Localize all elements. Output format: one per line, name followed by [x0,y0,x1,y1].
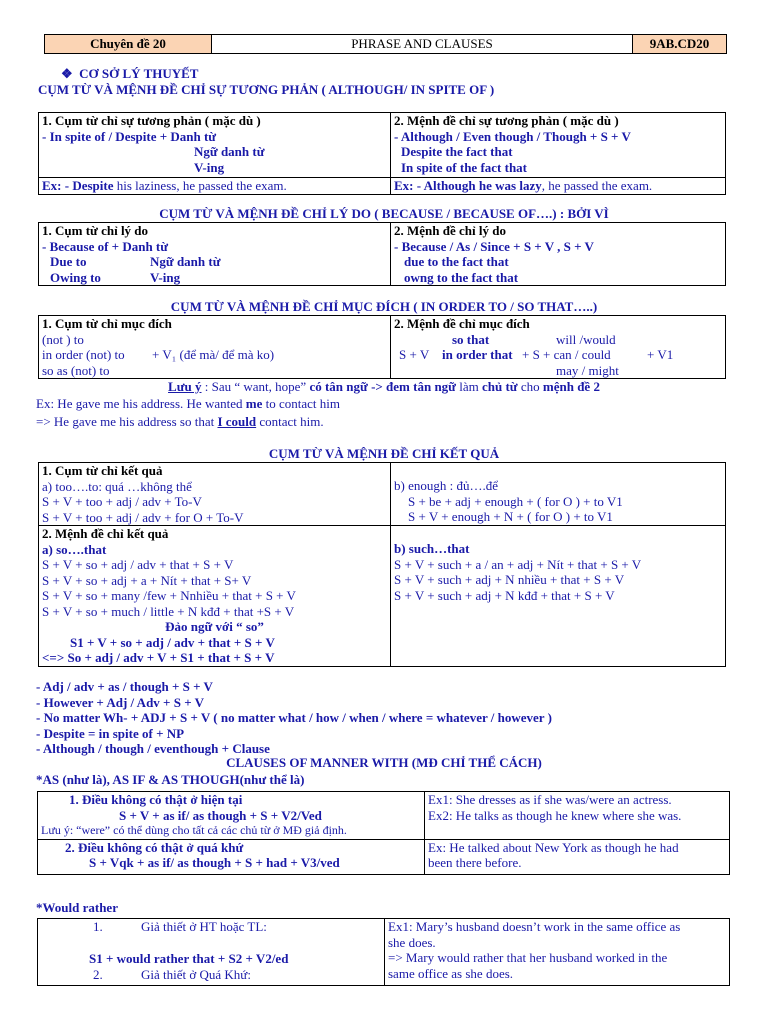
code-cell: 9AB.CD20 [633,35,727,54]
theory-heading-text: CƠ SỞ LÝ THUYẾT [79,66,199,81]
reason-form: Ngữ danh từ [150,254,221,269]
purpose-note [0,379,768,395]
result-line: S + V + so + many /few + Nnhiều + that + S + V [42,588,296,603]
manner-heading: 2. Điều không có thật ở quá khứ [65,839,244,855]
result-line: a) so….that [42,541,107,557]
manner-heading: 1. Điều không có thật ở hiện tại [69,792,243,807]
list-item: - Despite = in spite of + NP [36,725,185,741]
would-rather-table [37,918,730,986]
result-line: <=> So + adj / adv + V + S1 + that + S + V [42,650,275,665]
rule-list [36,679,552,757]
purpose-left-line [42,347,387,363]
purpose-example-1 [36,396,340,412]
purpose-left-line: so as (not) to [42,362,110,378]
item-text: Giả thiết ở Quá Khứ: [141,966,251,982]
manner-example: been there before. [428,855,522,870]
reason-left-line [42,270,387,286]
result-line: a) too….to: quá …không thể [42,478,192,494]
would-rather-example: same office as she does. [388,965,514,981]
reason-form: V-ing [150,269,181,285]
note-text: có tân ngữ -> đem tân ngữ [309,379,456,394]
reason-left-line: - Because of + Danh từ [42,238,169,254]
reason-connector: Due to [50,254,87,269]
purpose-connector: so that [452,331,490,347]
would-rather-example: Ex1: Mary’s husband doesn’t work in the same office as [388,919,681,934]
result-left-heading: 2. Mệnh đề chỉ kết quả [42,526,169,541]
example-text: contact him. [256,414,324,429]
page-title: PHRASE AND CLAUSES [351,36,493,51]
would-rather-right [385,919,730,986]
manner-note: Lưu ý: “were” có thể dùng cho tất cả các chủ từ ở MĐ giả định. [41,823,347,837]
manner-r1-left [38,792,425,840]
result-line: S + V + too + adj / adv + To-V [42,494,202,509]
result-line: S + V + such + adj + N kđđ + that + S + V [394,587,615,603]
list-item: - However + Adj / Adv + S + V [36,694,205,710]
reason-right-line: due to the fact that [404,254,509,269]
bullet-icon: ❖ [61,66,73,81]
title-cell [212,35,633,54]
manner-example: Ex2: He talks as though he knew where she was. [428,807,682,823]
manner-r2-right [425,839,730,874]
reason-right-line: owng to the fact that [404,269,519,285]
header-table [44,34,727,54]
purpose-right-cell [391,316,726,379]
note-text: mệnh đề 2 [542,379,600,394]
purpose-table [38,315,726,379]
result-phrase-right [391,463,726,526]
purpose-title: CỤM TỪ VÀ MỆNH ĐỀ CHỈ MỤC ĐÍCH ( IN ORDER TO / SO THAT…..) [170,299,598,314]
manner-title: CLAUSES OF MANNER WITH (MĐ CHỈ THỂ CÁCH) [226,755,542,770]
result-clause-right [391,526,726,667]
result-line: S + V + such + a / an + adj + Nít + that + S + V [394,556,642,572]
result-line: b) enough : đủ….để [394,478,498,493]
purpose-left-line: (not ) to [42,331,84,347]
item-number: 1. [93,919,103,934]
reason-right-heading: 2. Mệnh đề chỉ lý do [394,223,506,238]
result-line: Đảo ngữ với “ so” [165,619,264,634]
topic-cell: Chuyên đề 20 [45,35,212,54]
note-text: chủ từ [481,379,518,394]
purpose-modal: + S + can / could [522,347,611,362]
manner-table [37,791,730,875]
contrast-table [38,112,726,195]
list-item: - Adj / adv + as / though + S + V [36,679,213,694]
list-item: - Although / though / eventhough + Clause [36,741,270,756]
item-number: 2. [93,966,103,982]
contrast-left-cell [39,113,391,178]
reason-left-cell [39,223,391,286]
contrast-right-line: Despite the fact that [401,144,513,159]
purpose-example-2 [36,414,324,430]
result-line: S + be + adj + enough + ( for O ) + to V1 [408,493,623,509]
result-line: S + V + too + adj / adv + for O + To-V [42,509,244,525]
reason-right-line: - Because / As / Since + S + V , S + V [394,238,594,254]
example-keyword: Ex: - Despite [42,178,114,193]
manner-example: Ex: He talked about New York as though he had [428,839,679,855]
would-rather-line [41,919,381,935]
purpose-left-heading: 1. Cụm từ chỉ mục đích [42,316,172,331]
result-left-heading: 1. Cụm từ chỉ kết quả [42,463,163,478]
would-rather-title: *Would rather [36,900,118,915]
purpose-modal: will /would [556,331,616,347]
contrast-left-line: - In spite of / Despite + Danh từ [42,128,217,144]
manner-subtitle: *AS (như là), AS IF & AS THOUGH(như thể là) [36,772,305,787]
result-phrase-left [39,463,391,526]
manner-r1-right [425,792,730,840]
reason-left-heading: 1. Cụm từ chỉ lý do [42,223,149,238]
example-keyword: Ex: - Although he was lazy [394,178,542,193]
contrast-title: CỤM TỪ VÀ MỆNH ĐỀ CHỈ SỰ TƯƠNG PHẢN ( ALTHOUGH/ IN SPITE OF ) [38,82,495,97]
would-rather-example: she does. [388,934,436,950]
result-line: S1 + V + so + adj / adv + that + S + V [70,634,275,650]
manner-example: Ex1: She dresses as if she was/were an actress. [428,792,672,807]
result-line: S + V + so + adj / adv + that + S + V [42,557,234,572]
purpose-verb: + V1 [647,347,674,362]
purpose-subject: S + V [399,347,430,362]
purpose-left-cell [39,316,391,379]
would-rather-line [41,967,381,983]
note-label: Lưu ý [168,379,202,394]
purpose-right-line [394,347,722,363]
purpose-form: in order (not) to [42,347,125,362]
result-line: S + V + so + much / little + N kđđ + that +S + V [42,603,295,619]
contrast-left-line: V-ing [194,159,225,175]
reason-left-line [42,254,387,270]
purpose-right-heading: 2. Mệnh đề chỉ mục đích [394,316,530,331]
manner-formula: S + V + as if/ as though + S + V2/Ved [119,807,322,823]
manner-formula: S + Vqk + as if/ as though + S + had + V3/ved [89,855,340,870]
contrast-left-heading: 1. Cụm từ chỉ sự tương phản ( mặc dù ) [42,113,261,128]
example-keyword: me [245,396,263,411]
contrast-left-line: Ngữ danh từ [194,144,265,159]
reason-title: CỤM TỪ VÀ MỆNH ĐỀ CHỈ LÝ DO ( BECAUSE / BECAUSE OF….) : BỞI VÌ [159,206,609,221]
result-line: b) such…that [394,541,470,556]
reason-table [38,222,726,286]
manner-r2-left [38,839,425,874]
list-item: - No matter Wh- + ADJ + S + V ( no matter what / how / when / where = whatever / however ) [36,710,552,725]
purpose-verb: + V₁ (để mà/ để mà ko) [152,347,275,362]
note-text: cho [517,379,543,394]
result-line: S + V + enough + N + ( for O ) + to V1 [408,509,613,524]
reason-connector: Owing to [50,269,101,285]
would-rather-formula: S1 + would rather that + S2 + V2/ed [89,951,289,966]
reason-right-cell [391,223,726,286]
item-text: Giả thiết ở HT hoặc TL: [141,919,267,934]
note-text: làm [455,379,482,394]
would-rather-left [38,919,385,986]
purpose-right-line: may / might [556,362,619,378]
result-table [38,462,726,667]
contrast-example-left [39,178,391,195]
result-line: S + V + such + adj + N nhiều + that + S + V [394,572,625,587]
theory-heading [61,66,198,82]
note-text: : Sau “ want, hope” [201,379,310,394]
example-text: , he passed the exam. [541,178,653,193]
contrast-right-line: In spite of the fact that [401,159,528,175]
example-keyword: I could [217,414,257,429]
purpose-right-line [394,332,722,348]
example-text: his laziness, he passed the exam. [113,178,287,193]
example-text: to contact him [262,396,340,411]
contrast-right-line: - Although / Even though / Though + S + V [394,128,631,144]
would-rather-example: => Mary would rather that her husband worked in the [388,950,668,965]
contrast-right-heading: 2. Mệnh đề chỉ sự tương phản ( mặc dù ) [394,113,619,128]
result-clause-left [39,526,391,667]
result-line: S + V + so + adj + a + Nít + that + S+ V [42,572,252,588]
purpose-connector: in order that [442,347,513,362]
example-text: Ex: He gave me his address. He wanted [36,396,246,411]
contrast-example-right [391,178,726,195]
example-text: => He gave me his address so that [36,414,218,429]
contrast-right-cell [391,113,726,178]
result-title: CỤM TỪ VÀ MỆNH ĐỀ CHỈ KẾT QUẢ [268,446,500,461]
